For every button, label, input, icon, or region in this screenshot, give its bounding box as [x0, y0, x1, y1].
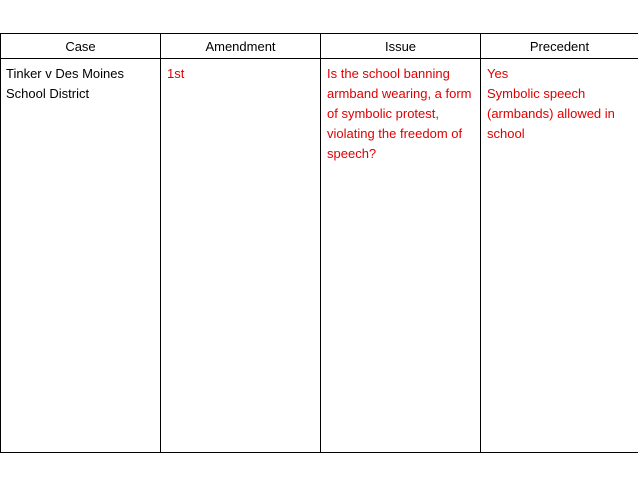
header-amendment: Amendment	[161, 34, 321, 59]
precedent-answer: Yes	[487, 66, 509, 81]
precedent-explanation: Symbolic speech (armbands) allowed in school	[487, 86, 619, 141]
cell-amendment: 1st	[161, 59, 321, 453]
cell-precedent	[481, 59, 638, 453]
header-precedent: Precedent	[481, 34, 638, 59]
table-row	[1, 59, 638, 453]
case-table	[0, 33, 638, 453]
header-case: Case	[1, 34, 161, 59]
header-issue: Issue	[321, 34, 481, 59]
case-table-container	[0, 33, 638, 453]
header-row	[1, 34, 638, 59]
cell-case: Tinker v Des Moines School District	[1, 59, 161, 453]
cell-issue: Is the school banning armband wearing, a form of symbolic protest, violating the freedom of speech?	[321, 59, 481, 453]
